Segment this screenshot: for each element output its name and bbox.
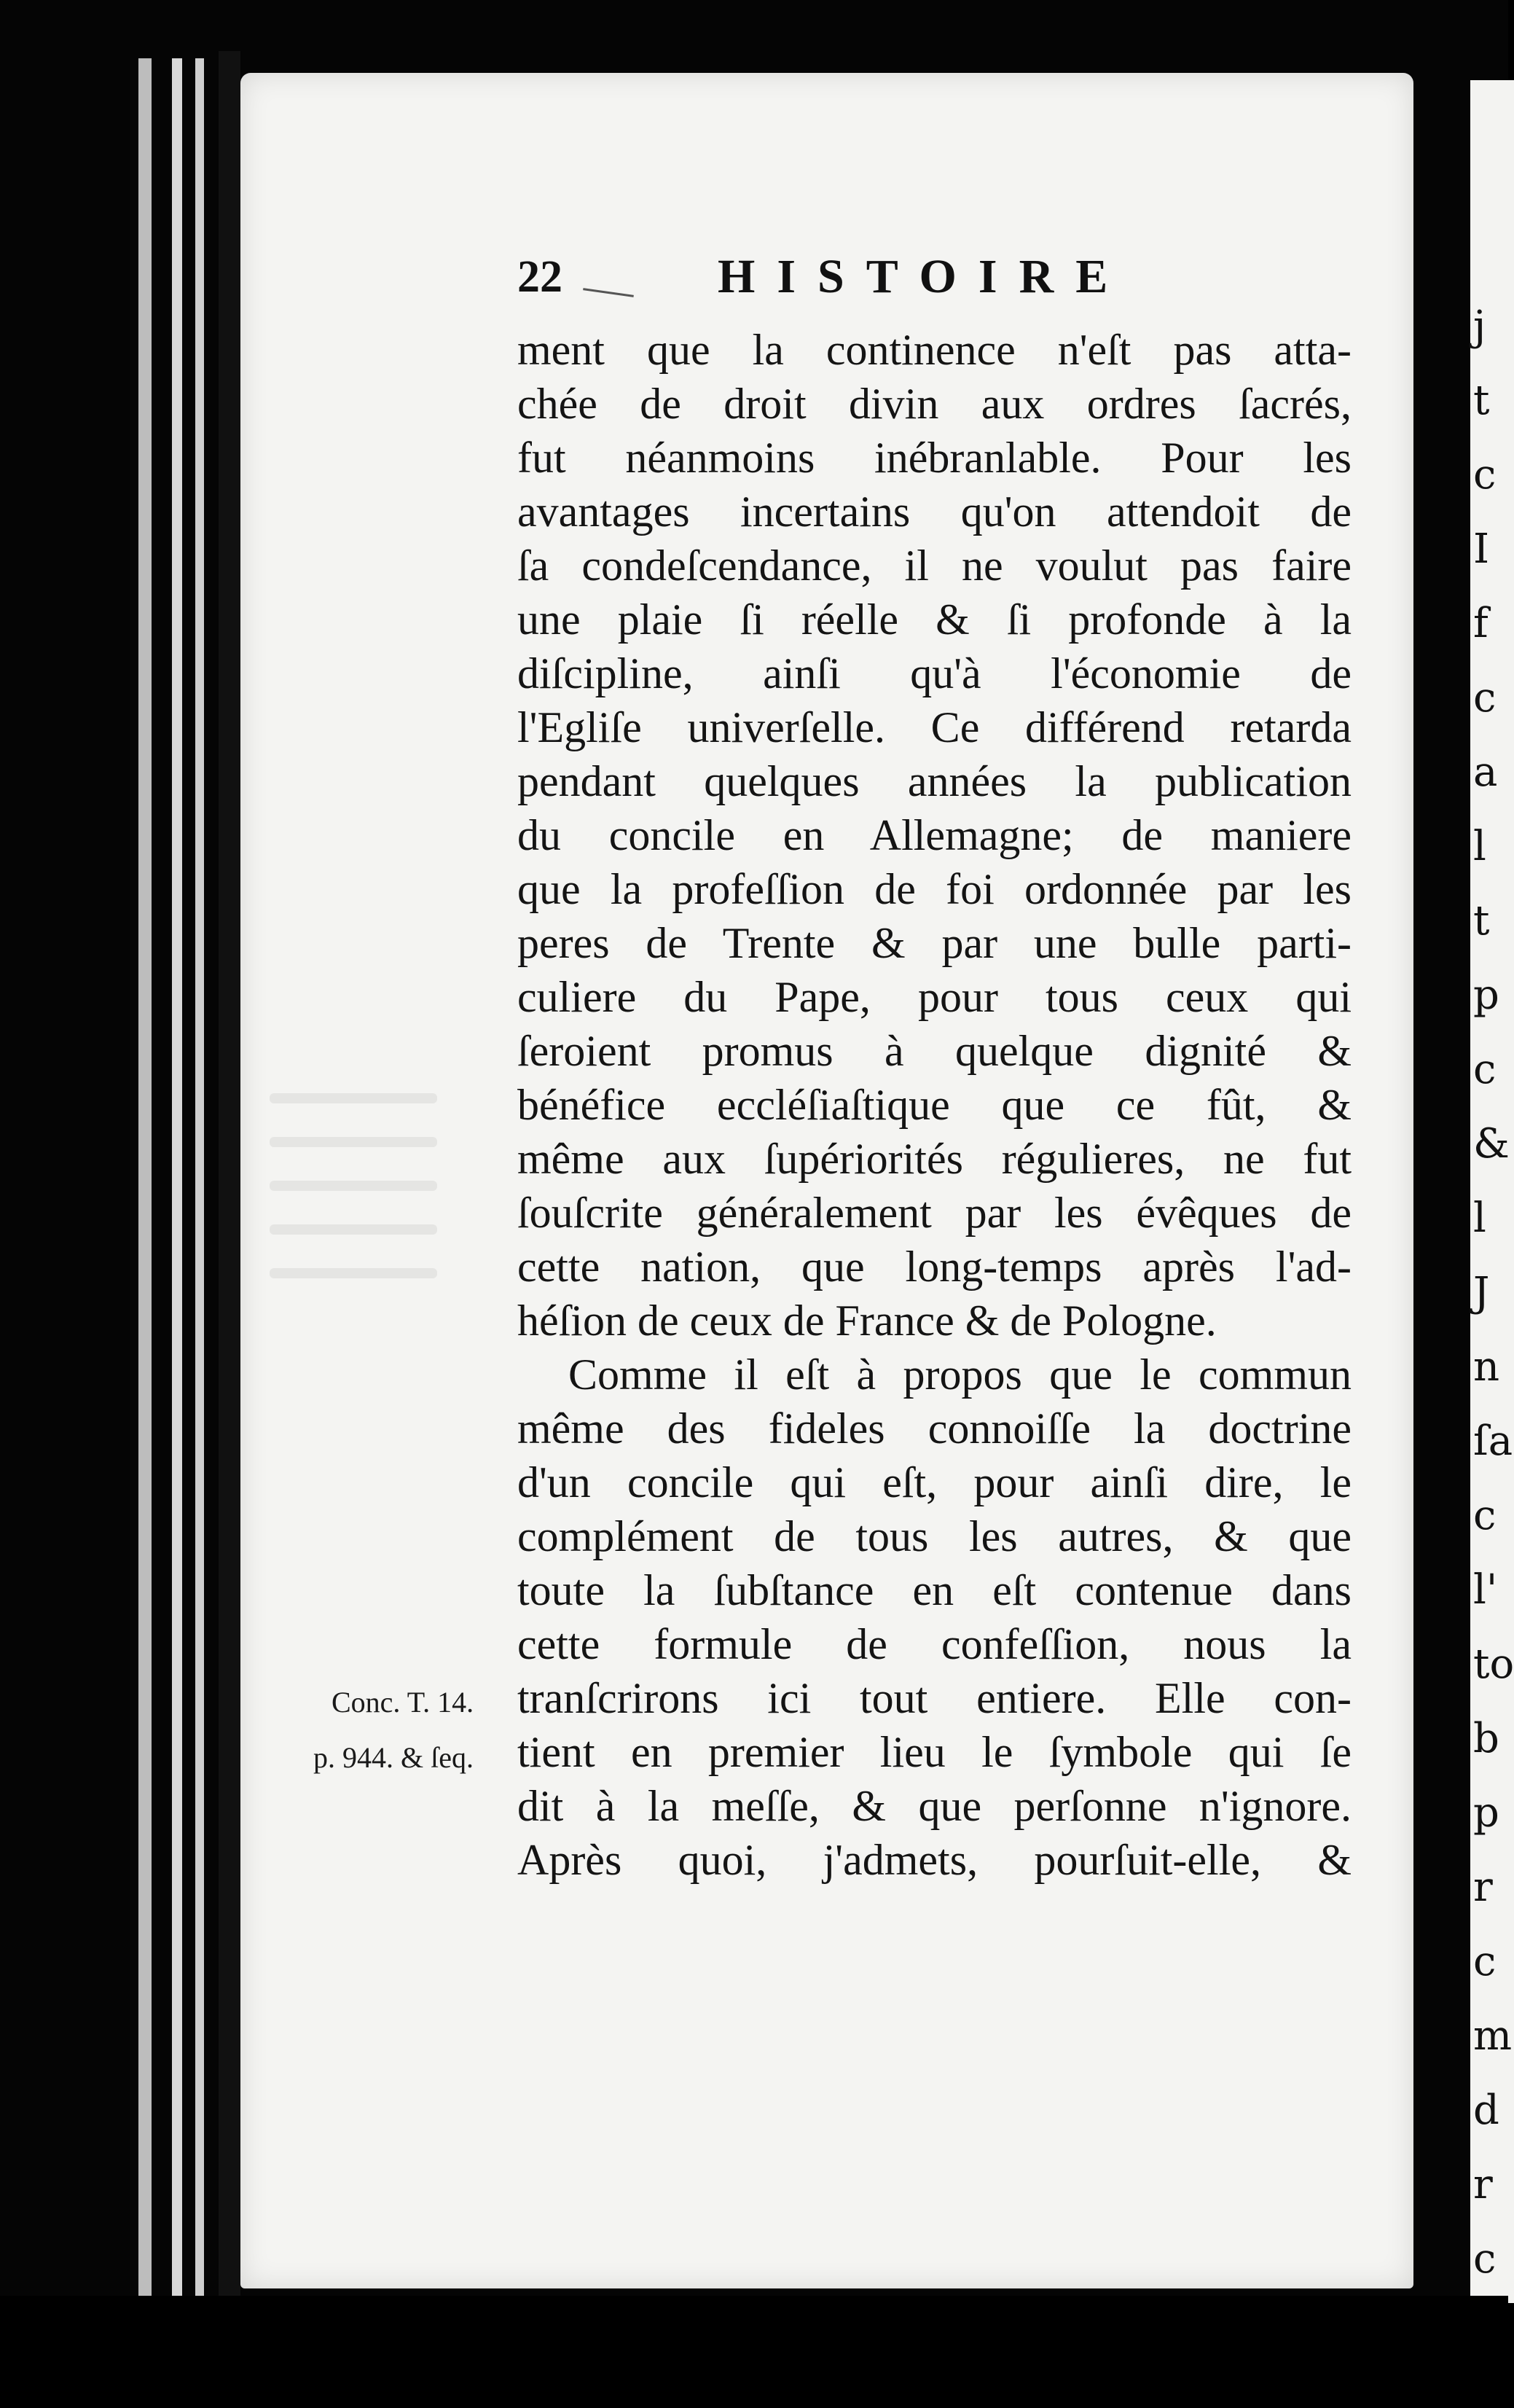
text-line: du concile en Allemagne; de maniere (517, 811, 1352, 859)
facing-page-letter: p (1473, 972, 1499, 1019)
text-line: même aux ſupériorités régulieres, ne fut (517, 1135, 1352, 1183)
facing-page-letter: j (1473, 302, 1486, 350)
facing-page-letter: r (1473, 2161, 1493, 2208)
margin-note-line: p. 944. & ſeq. (313, 1741, 474, 1774)
text-line: tient en premier lieu le ſymbole qui ſe (517, 1728, 1352, 1776)
facing-page-letter: c (1473, 1938, 1497, 1985)
text-line: avantages incertains qu'on attendoit de (517, 488, 1352, 536)
bleed-through-mark (270, 1224, 437, 1235)
facing-page-letter: t (1473, 377, 1490, 424)
text-line: que la profeſſion de foi ordonnée par les (517, 865, 1352, 913)
text-line: d'un concile qui eſt, pour ainſi dire, le (517, 1458, 1352, 1506)
facing-page-letter: c (1473, 1046, 1497, 1093)
text-line: ment que la continence n'eſt pas atta- (517, 326, 1352, 374)
facing-page-letter: m (1473, 2012, 1513, 2060)
facing-page-letter: a (1473, 748, 1498, 796)
page-gutter (219, 51, 240, 2303)
facing-page-letter: n (1473, 1343, 1500, 1391)
text-line: dit à la meſſe, & que perſonne n'ignore. (517, 1782, 1352, 1830)
facing-page-letter: p (1473, 1789, 1499, 1837)
facing-page-letter: d (1473, 2087, 1499, 2134)
page-number: 22 (517, 252, 562, 302)
text-line: peres de Trente & par une bulle parti- (517, 919, 1352, 967)
text-line: toute la ſubſtance en eſt contenue dans (517, 1566, 1352, 1614)
facing-page-letter: t (1473, 897, 1490, 945)
bleed-through-mark (270, 1093, 437, 1103)
text-line: une plaie ſi réelle & ſi profonde à la (517, 595, 1352, 644)
facing-page-letter: c (1473, 674, 1497, 722)
text-line: ſouſcrite généralement par les évêques de (517, 1189, 1352, 1237)
facing-page-letter: c (1473, 2235, 1497, 2283)
facing-page-letter: ſa (1473, 1418, 1513, 1465)
facing-page-letter: J (1473, 1269, 1490, 1316)
facing-page-letter: to (1473, 1641, 1514, 1688)
text-line: fut néanmoins inébranlable. Pour les (517, 434, 1352, 482)
facing-page-letter: b (1473, 1715, 1499, 1762)
facing-page-letter: l' (1473, 1566, 1498, 1614)
text-line: cette formule de confeſſion, nous la (517, 1620, 1352, 1668)
text-line: cette nation, que long-temps après l'ad- (517, 1243, 1352, 1291)
text-line: diſcipline, ainſi qu'à l'économie de (517, 649, 1352, 697)
text-line: Comme il eſt à propos que le commun (568, 1350, 1352, 1399)
bleed-through-mark (270, 1137, 437, 1147)
spine-stripe (138, 58, 152, 2325)
scan-border (0, 2296, 1508, 2408)
facing-page-letter: r (1473, 1864, 1493, 1911)
facing-page-letter: I (1473, 525, 1490, 573)
text-line: culiere du Pape, pour tous ceux qui (517, 973, 1352, 1021)
spine-stripe (172, 58, 182, 2332)
facing-page-letter: c (1473, 1492, 1497, 1539)
facing-page-letter: c (1473, 451, 1497, 499)
facing-page-letter: f (1473, 600, 1488, 647)
spine-stripe (195, 58, 204, 2303)
text-line: ſa condeſcendance, il ne voulut pas faire (517, 542, 1352, 590)
facing-page-letter: & (1473, 1120, 1510, 1168)
text-line: ſeroient promus à quelque dignité & (517, 1027, 1352, 1075)
facing-page-letter: l (1473, 1195, 1486, 1242)
text-line: chée de droit divin aux ordres ſacrés, (517, 380, 1352, 428)
text-line: complément de tous les autres, & que (517, 1512, 1352, 1560)
running-head: HISTOIRE (718, 250, 1130, 303)
text-line: tranſcrirons ici tout entiere. Elle con- (517, 1674, 1352, 1722)
text-line: pendant quelques années la publication (517, 757, 1352, 805)
text-line: Après quoi, j'admets, pourſuit-elle, & (517, 1836, 1352, 1884)
text-line: l'Egliſe univerſelle. Ce différend retarda (517, 703, 1352, 751)
facing-page-letter: l (1473, 823, 1486, 870)
text-line: bénéfice eccléſiaſtique que ce fût, & (517, 1081, 1352, 1129)
text-line: même des fideles connoiſſe la doctrine (517, 1404, 1352, 1453)
bleed-through-mark (270, 1181, 437, 1191)
margin-note-line: Conc. T. 14. (332, 1686, 474, 1719)
text-line: héſion de ceux de France & de Pologne. (517, 1297, 1217, 1345)
bleed-through-mark (270, 1268, 437, 1278)
